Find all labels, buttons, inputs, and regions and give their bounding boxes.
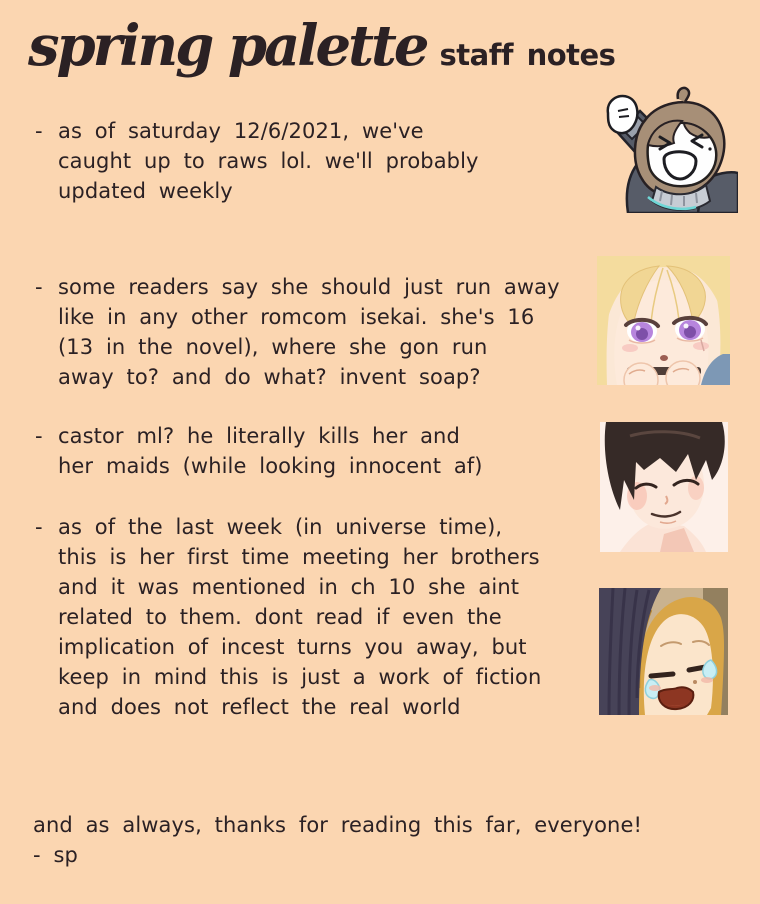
note-line: and does not reflect the real world [58, 695, 461, 719]
note-lines [58, 116, 479, 206]
note-lines [58, 272, 560, 392]
cheering-chibi-illustration [598, 83, 738, 213]
note-line: like in any other romcom isekai. she's 16 [58, 305, 535, 329]
note-line: castor ml? he literally kills her and [58, 424, 460, 448]
note-line: as of saturday 12/6/2021, we've [58, 119, 424, 143]
bullet-dash: - [35, 515, 43, 539]
bullet-dash: - [35, 424, 43, 448]
note-line: keep in mind this is just a work of fiction [58, 665, 542, 689]
note-line: this is her first time meeting her brothers [58, 545, 540, 569]
note-line: caught up to raws lol. we'll probably [58, 149, 479, 173]
note-line: away to? and do what? invent soap? [58, 365, 481, 389]
footer-line: - sp [33, 843, 78, 867]
note-reader-comments [35, 272, 560, 392]
note-line: (13 in the novel), where she gon run [58, 335, 488, 359]
bullet-dash: - [35, 119, 43, 143]
crying-child-illustration [599, 588, 728, 715]
crying-child-icon [599, 588, 728, 715]
page-title [28, 13, 616, 79]
note-content-warning [35, 512, 541, 722]
note-line: implication of incest turns you away, but [58, 635, 527, 659]
note-line: updated weekly [58, 179, 233, 203]
note-line: her maids (while looking innocent af) [58, 454, 483, 478]
smiling-man-icon [600, 422, 728, 552]
cheering-chibi-icon [598, 83, 738, 213]
footer-lines [33, 810, 642, 870]
closing-message [33, 810, 642, 870]
blonde-girl-illustration [597, 256, 730, 385]
blonde-girl-icon [597, 256, 730, 385]
note-lines [58, 421, 483, 481]
footer-line: and as always, thanks for reading this far, everyone! [33, 813, 642, 837]
note-release-schedule [35, 116, 479, 206]
note-line: and it was mentioned in ch 10 she aint [58, 575, 520, 599]
smiling-man-illustration [600, 422, 728, 552]
note-castor [35, 421, 483, 481]
title-script-text: spring palette [28, 13, 427, 79]
note-line: related to them. dont read if even the [58, 605, 502, 629]
note-lines [58, 512, 541, 722]
bullet-dash: - [35, 275, 43, 299]
note-line: as of the last week (in universe time), [58, 515, 503, 539]
note-line: some readers say she should just run away [58, 275, 560, 299]
title-side-text: staff notes [439, 38, 616, 72]
